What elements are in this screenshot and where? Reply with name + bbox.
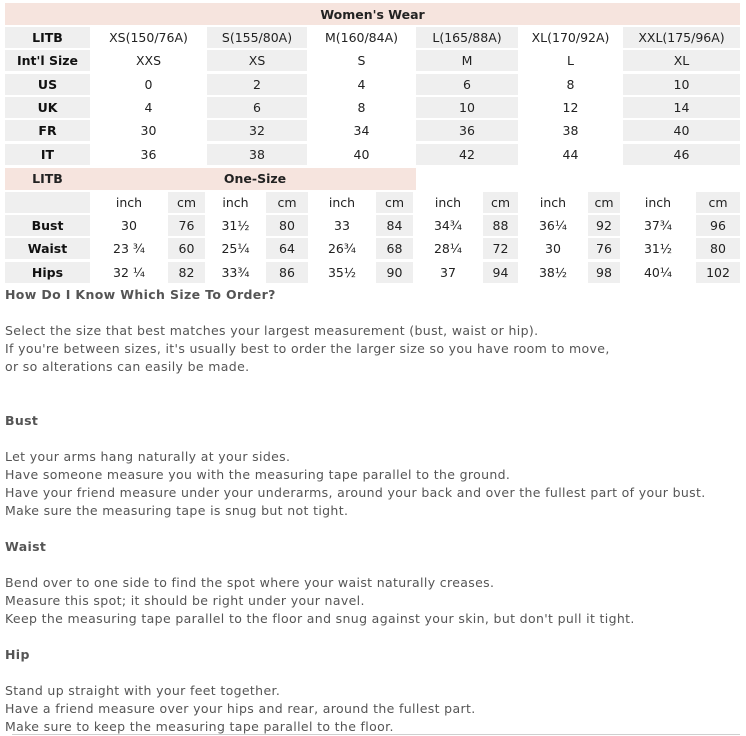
measure-cell: 90 <box>376 262 413 283</box>
unit-header: inch <box>328 195 356 210</box>
guide-bust-line: Have your friend measure under your underarms, around your back and over the fullest part of your bust. <box>5 485 706 500</box>
size-cell: M <box>416 50 518 71</box>
size-cell: 44 <box>562 146 579 162</box>
measure-cell: 33 <box>334 218 350 233</box>
measure-cell: 32 ¼ <box>113 264 145 280</box>
measure-cell: 23 ¾ <box>113 241 145 257</box>
measure-table-header-label: LITB <box>32 171 63 186</box>
measure-cell: 31½ <box>643 241 673 257</box>
size-cell: 12 <box>562 99 579 115</box>
size-cell: 4 <box>357 76 366 92</box>
guide-waist-line: Bend over to one side to find the spot where your waist naturally creases. <box>5 575 495 590</box>
size-table-title-bar <box>5 3 740 25</box>
measure-cell: 76 <box>168 215 205 236</box>
guide-intro-line: Select the size that best matches your largest measurement (bust, waist or hip). <box>5 323 539 338</box>
guide-hip-line: Stand up straight with your feet together. <box>5 683 281 698</box>
size-cell: 8 <box>357 99 366 115</box>
size-cell: 42 <box>416 144 518 165</box>
size-table-title: Women's Wear <box>320 6 425 22</box>
guide-question: How Do I Know Which Size To Order? <box>5 287 276 302</box>
unit-header: inch <box>222 195 249 210</box>
guide-intro-line: If you're between sizes, it's usually best to order the larger size so you have room to move, <box>5 341 610 356</box>
size-cell: 32 <box>207 120 307 141</box>
size-cell: XS <box>207 50 307 71</box>
measure-cell: 34¾ <box>433 218 463 233</box>
measure-cell: 25¼ <box>221 241 250 257</box>
measure-cell: 36¼ <box>538 218 568 233</box>
size-cell: S(155/80A) <box>207 27 307 48</box>
measure-table-header-bar <box>5 168 416 190</box>
measure-table-header-title: One-Size <box>223 171 287 186</box>
size-row-label: Int'l Size <box>5 50 90 71</box>
measure-cell: 86 <box>266 262 308 283</box>
measure-cell: 30 <box>545 241 561 257</box>
size-cell: 38 <box>207 144 307 165</box>
unit-header: cm <box>168 192 205 213</box>
measure-cell: 37¾ <box>643 218 673 233</box>
size-row-label: LITB <box>5 27 90 48</box>
measure-cell: 92 <box>588 215 620 236</box>
guide-intro-line: or so alterations can easily be made. <box>5 359 250 374</box>
size-cell: 38 <box>562 123 579 139</box>
size-cell: XS(150/76A) <box>109 30 188 45</box>
size-cell: L <box>567 53 574 69</box>
unit-header: inch <box>115 195 143 210</box>
size-cell: 46 <box>623 144 740 165</box>
size-cell: 40 <box>353 146 370 162</box>
guide-bust-line: Have someone measure you with the measuring tape parallel to the ground. <box>5 467 511 482</box>
size-cell: 40 <box>623 120 740 141</box>
size-cell: 36 <box>416 120 518 141</box>
measure-corner-cell <box>5 192 90 213</box>
measure-cell: 38½ <box>538 264 568 280</box>
size-row-label: FR <box>5 120 90 141</box>
size-cell: XXL(175/96A) <box>623 27 740 48</box>
size-cell: 10 <box>623 74 740 95</box>
unit-header: inch <box>644 195 672 210</box>
measure-cell: 76 <box>588 238 620 259</box>
size-cell: 36 <box>140 146 157 162</box>
size-cell: 30 <box>140 123 157 139</box>
measure-cell: 31½ <box>221 218 250 233</box>
measure-cell: 80 <box>266 215 308 236</box>
size-cell: XXS <box>135 53 162 69</box>
size-row-label: UK <box>5 97 90 118</box>
size-cell: L(165/88A) <box>416 27 518 48</box>
measure-cell: 88 <box>483 215 518 236</box>
unit-header: inch <box>434 195 462 210</box>
size-cell: 2 <box>207 74 307 95</box>
size-cell: XL(170/92A) <box>531 30 610 45</box>
size-row-label: US <box>5 74 90 95</box>
measure-cell: 40¼ <box>643 264 673 280</box>
size-cell: XL <box>623 50 740 71</box>
measure-cell: 60 <box>168 238 205 259</box>
guide-hip-line: Make sure to keep the measuring tape parallel to the floor. <box>5 719 394 734</box>
measure-row-label: Bust <box>5 215 90 236</box>
measure-cell: 102 <box>696 262 740 283</box>
measure-cell: 37 <box>440 264 456 280</box>
size-cell: 6 <box>416 74 518 95</box>
measure-cell: 33¾ <box>221 264 250 280</box>
size-cell: 0 <box>144 76 153 92</box>
measure-cell: 28¼ <box>433 241 463 257</box>
guide-hip-heading: Hip <box>5 647 30 662</box>
size-cell: 34 <box>353 123 370 139</box>
measure-cell: 68 <box>376 238 413 259</box>
measure-cell: 26¾ <box>327 241 357 257</box>
guide-bust-heading: Bust <box>5 413 39 428</box>
measure-cell: 98 <box>588 262 620 283</box>
unit-header: cm <box>376 192 413 213</box>
guide-waist-line: Keep the measuring tape parallel to the floor and snug against your skin, but don't pull it tight. <box>5 611 635 626</box>
size-cell: 10 <box>416 97 518 118</box>
size-cell: 14 <box>623 97 740 118</box>
measure-cell: 64 <box>266 238 308 259</box>
guide-waist-line: Measure this spot; it should be right under your navel. <box>5 593 365 608</box>
measure-cell: 84 <box>376 215 413 236</box>
unit-header: cm <box>696 192 740 213</box>
measure-cell: 35½ <box>327 264 357 280</box>
bottom-divider <box>12 734 740 735</box>
unit-header: cm <box>483 192 518 213</box>
unit-header: cm <box>266 192 308 213</box>
size-cell: S <box>357 53 366 69</box>
guide-bust-line: Let your arms hang naturally at your sides. <box>5 449 291 464</box>
size-cell: 8 <box>566 76 575 92</box>
measure-row-label: Waist <box>5 238 90 259</box>
measure-cell: 80 <box>696 238 740 259</box>
measure-cell: 30 <box>121 218 137 233</box>
guide-waist-heading: Waist <box>5 539 47 554</box>
guide-bust-line: Make sure the measuring tape is snug but not tight. <box>5 503 349 518</box>
measure-cell: 96 <box>696 215 740 236</box>
size-cell: M(160/84A) <box>324 30 399 45</box>
size-cell: 4 <box>144 99 153 115</box>
unit-header: inch <box>539 195 567 210</box>
measure-cell: 82 <box>168 262 205 283</box>
measure-row-label: Hips <box>5 262 90 283</box>
size-cell: 6 <box>207 97 307 118</box>
measure-cell: 94 <box>483 262 518 283</box>
size-row-label: IT <box>5 144 90 165</box>
unit-header: cm <box>588 192 620 213</box>
measure-cell: 72 <box>483 238 518 259</box>
guide-hip-line: Have a friend measure over your hips and rear, around the fullest part. <box>5 701 476 716</box>
